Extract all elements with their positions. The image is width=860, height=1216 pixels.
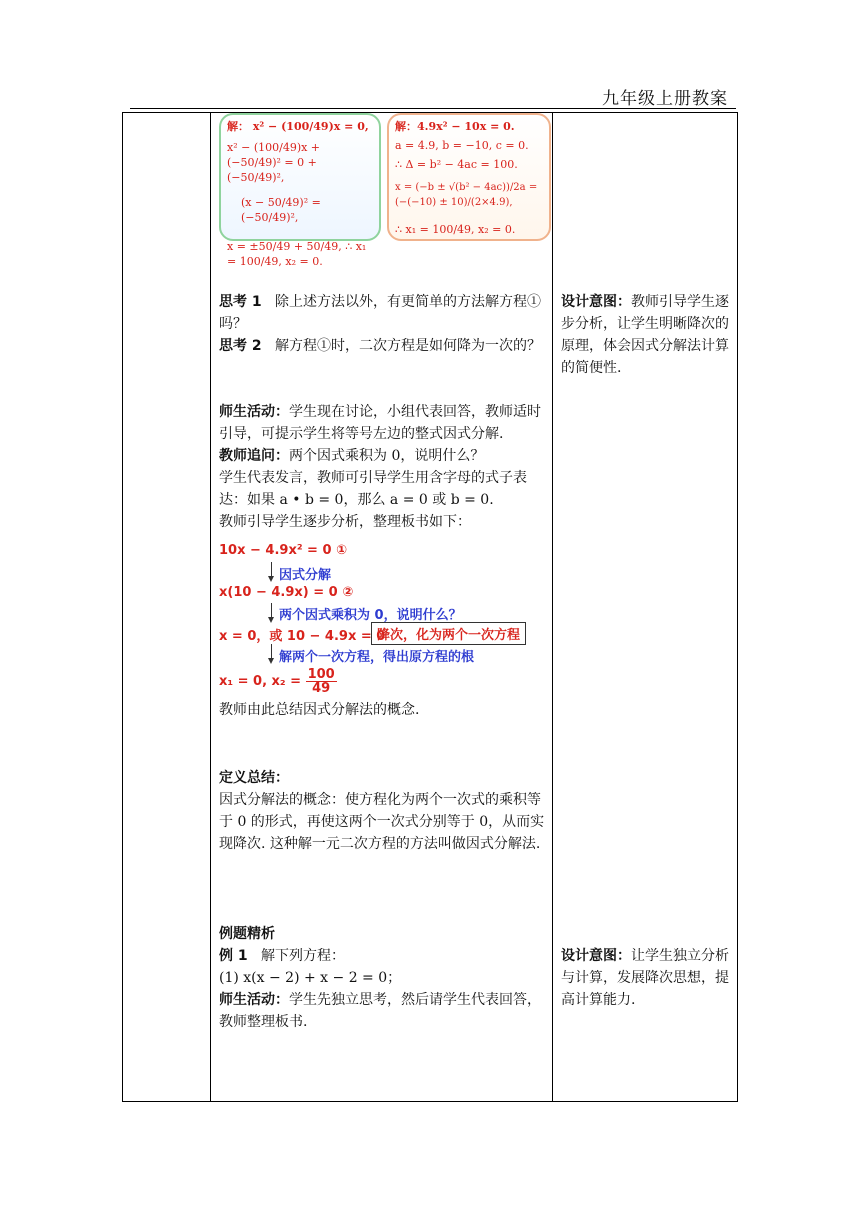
header-rule <box>130 108 736 109</box>
design-intent-2 <box>561 945 733 1011</box>
solution-right-line4: x = (−b ± √(b² − 4ac))/2a = (−(−10) ± 10)/(2×4.9), <box>395 182 538 208</box>
flow-eq1: 10x − 4.9x² = 0 ① <box>219 543 348 558</box>
board-intro: 教师引导学生逐步分析，整理板书如下： <box>219 514 471 530</box>
solution-left-line3: (x − 50/49)² = (−50/49)², <box>241 196 321 224</box>
page-header-title: 九年级上册教案 <box>602 89 728 109</box>
design-intent-1 <box>561 291 733 379</box>
flow-eq4 <box>219 668 337 695</box>
think1-text: 除上述方法以外，有更简单的方法解方程①吗？ <box>219 294 541 332</box>
solution-left-line2: x² − (100/49)x + (−50/49)² = 0 + (−50/49)², <box>227 141 321 184</box>
example-activity-label: 师生活动： <box>219 992 289 1008</box>
activity1-text: 学生现在讨论，小组代表回答，教师适时引导，可提示学生将等号左边的整式因式分解. <box>219 404 541 442</box>
column-divider-right <box>552 113 553 1101</box>
followup-text: 两个因式乘积为 0，说明什么？ <box>289 448 485 464</box>
student-text: 学生代表发言，教师可引导学生用含字母的式子表达：如果 a • b = 0，那么 a = 0 或 b = 0. <box>219 470 527 508</box>
solution-right-line2: a = 4.9, b = −10, c = 0. <box>395 139 529 152</box>
think1-label: 思考 1 <box>219 294 262 310</box>
flow-arrow-3 <box>271 644 272 662</box>
flow-eq4-denominator: 49 <box>312 681 331 696</box>
example-label: 例 1 <box>219 948 248 964</box>
summary-note: 教师由此总结因式分解法的概念. <box>219 702 420 718</box>
design1-label: 设计意图： <box>561 294 631 310</box>
flow-eq3: x = 0，或 10 − 4.9x = 0 <box>219 629 386 644</box>
design1-text: 教师引导学生逐步分析，让学生明晰降次的原理，体会因式分解法计算的简便性. <box>561 294 729 376</box>
solution-image-completing-square <box>219 113 381 268</box>
definition-text: 因式分解法的概念：使方程化为两个一次式的乘积等于 0 的形式，再使这两个一次式分别等于 0，从而实现降次. 这种解一元二次方程的方法叫做因式分解法. <box>219 792 545 852</box>
activity-section <box>219 401 549 533</box>
think2-label: 思考 2 <box>219 338 262 354</box>
definition-section <box>219 767 549 855</box>
solution-left-line4: x = ±50/49 + 50/49, ∴ x₁ = 100/49, x₂ = 0. <box>227 240 367 268</box>
flow-step3: 解两个一次方程，得出原方程的根 <box>279 650 475 665</box>
followup-label: 教师追问： <box>219 448 289 464</box>
design2-label: 设计意图： <box>561 948 631 964</box>
example-activity-text: 学生先独立思考，然后请学生代表回答，教师整理板书. <box>219 992 541 1030</box>
flow-arrow-2 <box>271 603 272 621</box>
definition-label: 定义总结： <box>219 770 289 786</box>
solution-right-line1: 解：4.9x² − 10x = 0. <box>395 120 515 133</box>
flow-arrow-1 <box>271 562 272 580</box>
solution-right-line5: ∴ x₁ = 100/49, x₂ = 0. <box>395 223 516 236</box>
flow-eq4-text: x₁ = 0, x₂ = <box>219 674 302 689</box>
design2-text: 让学生独立分析与计算，发展降次思想，提高计算能力. <box>561 948 729 1008</box>
example-title: 解下列方程： <box>260 948 345 964</box>
flow-eq4-fraction <box>306 668 337 695</box>
activity1-label: 师生活动： <box>219 404 289 420</box>
example-section-title: 例题精析 <box>219 926 275 942</box>
flow-eq2: x(10 − 4.9x) = 0 ② <box>219 585 354 600</box>
solution-image-formula <box>387 113 551 241</box>
solution-left-line1: 解： x² − (100/49)x = 0, <box>227 120 369 133</box>
example-item1: (1) x(x − 2) + x − 2 = 0； <box>219 970 402 986</box>
think2-text: 解方程①时，二次方程是如何降为一次的？ <box>274 338 541 354</box>
example-section <box>219 923 549 1033</box>
think-section <box>219 291 549 357</box>
column-divider-left <box>210 113 211 1101</box>
flow-box-reduce: 降次，化为两个一次方程 <box>371 622 526 645</box>
flow-eq4-numerator: 100 <box>307 667 335 682</box>
flow-step1: 因式分解 <box>279 568 332 583</box>
solution-right-line3: ∴ Δ = b² − 4ac = 100. <box>395 158 518 171</box>
flow-step2: 两个因式乘积为 0，说明什么？ <box>279 608 462 623</box>
lesson-table <box>122 112 738 1102</box>
